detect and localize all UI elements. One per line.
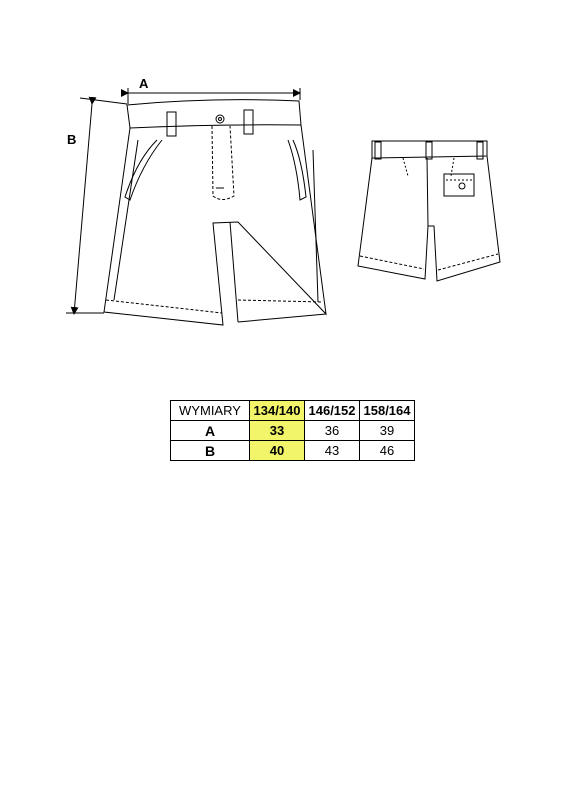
front-right-pocket [288, 140, 306, 200]
cell-b-2: 43 [305, 441, 360, 461]
cell-a-3: 39 [360, 421, 415, 441]
size-header-1: 134/140 [250, 401, 305, 421]
table-row [171, 421, 415, 441]
front-button-icon [216, 115, 224, 123]
dimension-b-line [74, 104, 92, 314]
front-view [104, 100, 326, 325]
row-label-a: A [171, 421, 250, 441]
cell-b-3: 46 [360, 441, 415, 461]
dimension-b-label: B [67, 132, 77, 147]
back-view [358, 141, 500, 281]
cell-a-2: 36 [305, 421, 360, 441]
shorts-technical-drawing [0, 0, 565, 360]
size-table-header-row [171, 401, 415, 421]
back-body-outline [358, 156, 500, 281]
cell-a-1: 33 [250, 421, 305, 441]
size-table [170, 400, 415, 461]
table-row [171, 441, 415, 461]
row-label-b: B [171, 441, 250, 461]
size-header-2: 146/152 [305, 401, 360, 421]
size-header-3: 158/164 [360, 401, 415, 421]
dimension-a-label: A [139, 76, 149, 91]
back-button-icon [459, 183, 465, 189]
cell-b-1: 40 [250, 441, 305, 461]
back-waistband [372, 141, 487, 158]
front-waistband [127, 100, 301, 128]
size-table-corner: WYMIARY [171, 401, 250, 421]
